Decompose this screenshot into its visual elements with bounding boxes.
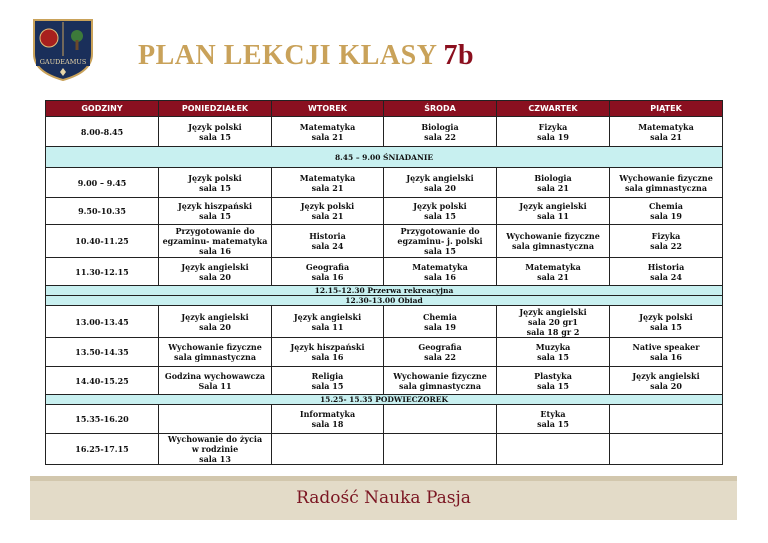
room-label: sala 22 xyxy=(650,241,682,251)
room-label: sala 18 xyxy=(311,419,344,429)
lesson-cell xyxy=(384,306,497,338)
room-label: sala 16 xyxy=(311,271,344,282)
room-label: egzaminu- matematyka xyxy=(162,236,268,246)
break-row xyxy=(46,395,723,405)
lesson-cell xyxy=(384,338,497,367)
lesson-cell xyxy=(610,338,723,367)
subject-name: Wychowanie fizyczne xyxy=(168,342,262,352)
footer-banner xyxy=(30,476,737,520)
lesson-cell xyxy=(272,367,384,395)
room-label: sala 15 xyxy=(537,352,569,362)
lesson-cell xyxy=(384,198,497,225)
room-label: sala 16 xyxy=(199,246,231,256)
time-slot: 9.00 – 9.45 xyxy=(46,168,159,198)
lesson-row xyxy=(46,338,723,367)
column-header: GODZINY xyxy=(46,101,159,117)
subject-name: Biologia xyxy=(534,172,572,183)
room-label: sala 15 xyxy=(199,211,231,221)
room-label: w rodzinie xyxy=(191,444,239,454)
lesson-cell xyxy=(384,405,497,434)
lesson-cell xyxy=(610,434,723,465)
room-label: sala 15 xyxy=(424,211,456,221)
subject-name: Język angielski xyxy=(293,311,362,322)
subject-name: Plastyka xyxy=(534,370,572,381)
lesson-cell xyxy=(384,168,497,198)
subject-name: Geografia xyxy=(305,261,350,272)
subject-name: Język polski xyxy=(188,121,242,132)
room-label: sala 13 xyxy=(199,454,231,464)
lesson-row xyxy=(46,258,723,286)
room-label: sala gimnastyczna xyxy=(173,352,257,362)
room-label: sala 19 xyxy=(424,321,456,332)
footer-motto: Radość Nauka Pasja xyxy=(296,488,471,508)
lesson-cell xyxy=(159,168,272,198)
subject-name: Matematyka xyxy=(299,121,356,132)
room-label: sala 21 xyxy=(311,131,344,142)
subject-name: Biologia xyxy=(421,121,459,132)
lesson-cell xyxy=(272,258,384,286)
lesson-cell xyxy=(384,117,497,147)
title-text: PLAN LEKCJI KLASY xyxy=(138,40,438,71)
room-label: sala 24 xyxy=(650,271,682,282)
lesson-cell xyxy=(272,168,384,198)
school-crest-logo xyxy=(30,16,96,82)
lesson-cell xyxy=(272,198,384,225)
time-slot: 13.50-14.35 xyxy=(46,338,159,367)
subject-name: Język angielski xyxy=(632,370,700,381)
room-label: Sala 11 xyxy=(198,380,232,391)
lesson-cell xyxy=(384,434,497,465)
subject-name: Wychowanie fizyczne xyxy=(506,231,600,241)
lesson-cell xyxy=(497,306,610,338)
lesson-cell xyxy=(159,405,272,434)
subject-name: Historia xyxy=(647,261,685,272)
lesson-cell xyxy=(497,367,610,395)
room-label: sala 15 xyxy=(311,380,344,391)
subject-name: Religia xyxy=(311,370,344,381)
room-label: sala 22 xyxy=(424,352,456,362)
lesson-row xyxy=(46,225,723,258)
lesson-row xyxy=(46,168,723,198)
subject-name: Wychowanie do życia xyxy=(167,434,263,444)
subject-name: Język angielski xyxy=(181,311,249,322)
subject-name: Godzina wychowawcza xyxy=(164,370,266,381)
class-name: 7b xyxy=(443,40,475,71)
room-label: sala 15 xyxy=(199,182,231,193)
break-label: 12.15-12.30 Przerwa rekreacyjna xyxy=(46,286,723,296)
room-label: sala 20 gr1 xyxy=(528,316,578,327)
logo-text: GAUDEAMUS xyxy=(39,58,87,66)
lesson-cell xyxy=(610,168,723,198)
subject-name: Matematyka xyxy=(299,172,356,183)
subject-name: Etyka xyxy=(540,409,566,419)
room-label: sala 20 xyxy=(199,321,231,332)
subject-name: Chemia xyxy=(649,201,683,211)
lesson-row xyxy=(46,405,723,434)
room-label: sala 21 xyxy=(311,182,344,193)
room-label: sala gimnastyczna xyxy=(624,182,708,193)
break-label: 8.45 – 9.00 ŚNIADANIE xyxy=(46,147,723,168)
subject-name: Przygotowanie do xyxy=(175,226,255,236)
column-header: ŚRODA xyxy=(384,101,497,117)
time-slot: 9.50-10.35 xyxy=(46,198,159,225)
time-slot: 16.25-17.15 xyxy=(46,434,159,465)
room-label: sala 15 xyxy=(537,380,569,391)
room-label: egzaminu- j. polski xyxy=(397,236,483,246)
lesson-row xyxy=(46,367,723,395)
lesson-cell xyxy=(497,258,610,286)
lesson-cell xyxy=(610,258,723,286)
lesson-cell xyxy=(497,117,610,147)
subject-name: Język angielski xyxy=(181,261,249,272)
lesson-row xyxy=(46,434,723,465)
subject-name: Język angielski xyxy=(519,306,587,317)
lesson-cell xyxy=(159,306,272,338)
lesson-cell xyxy=(497,168,610,198)
lesson-cell xyxy=(159,117,272,147)
room-label: sala gimnastyczna xyxy=(398,380,482,391)
subject-name: Język angielski xyxy=(519,201,587,211)
subject-name: Fizyka xyxy=(651,231,681,241)
lesson-cell xyxy=(272,117,384,147)
room-label: sala 21 xyxy=(537,182,569,193)
room-label: sala 15 xyxy=(424,246,456,256)
subject-name: Język polski xyxy=(300,201,355,211)
room-label: sala 20 xyxy=(650,380,682,391)
room-label: sala 22 xyxy=(424,131,456,142)
room-label: sala 11 xyxy=(537,211,569,221)
room-label: sala 16 xyxy=(424,271,456,282)
time-slot: 13.00-13.45 xyxy=(46,306,159,338)
time-slot: 11.30-12.15 xyxy=(46,258,159,286)
lesson-cell xyxy=(272,306,384,338)
lesson-cell xyxy=(497,434,610,465)
lesson-cell xyxy=(610,198,723,225)
lesson-cell xyxy=(272,434,384,465)
lesson-cell xyxy=(384,258,497,286)
lesson-cell xyxy=(272,338,384,367)
subject-name: Język hiszpański xyxy=(290,342,365,352)
room-label: sala 21 xyxy=(311,211,344,221)
break-row xyxy=(46,296,723,306)
lesson-cell xyxy=(497,225,610,258)
lesson-cell xyxy=(272,225,384,258)
lesson-row xyxy=(46,198,723,225)
room-label: sala gimnastyczna xyxy=(511,241,595,251)
break-row xyxy=(46,147,723,168)
column-header: PIĄTEK xyxy=(610,101,723,117)
break-row xyxy=(46,286,723,296)
lesson-cell xyxy=(610,225,723,258)
room-label: sala 21 xyxy=(537,271,569,282)
break-label: 15.25- 15.35 PODWIECZOREK xyxy=(46,395,723,405)
subject-name: Przygotowanie do xyxy=(400,226,480,236)
subject-name: Matematyka xyxy=(412,261,468,272)
column-header: PONIEDZIAŁEK xyxy=(159,101,272,117)
lesson-cell xyxy=(497,198,610,225)
lesson-cell xyxy=(384,225,497,258)
lesson-cell xyxy=(610,306,723,338)
room-label: sala 16 xyxy=(311,352,344,362)
subject-name: Język polski xyxy=(188,172,242,183)
lesson-cell xyxy=(159,198,272,225)
room-label: sala 15 xyxy=(199,131,231,142)
lesson-cell xyxy=(384,367,497,395)
column-header: CZWARTEK xyxy=(497,101,610,117)
room-label: sala 11 xyxy=(311,321,344,332)
room-label: sala 18 gr 2 xyxy=(526,326,580,337)
lesson-row xyxy=(46,117,723,147)
subject-name: Fizyka xyxy=(538,121,568,132)
lesson-cell xyxy=(497,405,610,434)
time-slot: 10.40-11.25 xyxy=(46,225,159,258)
lesson-cell xyxy=(159,258,272,286)
lesson-cell xyxy=(159,434,272,465)
room-label: sala 24 xyxy=(311,241,344,251)
subject-name: Muzyka xyxy=(535,342,571,352)
subject-name: Matematyka xyxy=(638,121,694,132)
break-label: 12.30-13.00 Obiad xyxy=(46,296,723,306)
subject-name: Język hiszpański xyxy=(178,201,252,211)
subject-name: Wychowanie fizyczne xyxy=(619,172,713,183)
lesson-cell xyxy=(497,338,610,367)
table-header-row xyxy=(46,101,723,117)
room-label: sala 15 xyxy=(537,419,569,429)
lesson-cell xyxy=(610,405,723,434)
footer-band xyxy=(30,476,737,481)
room-label: sala 19 xyxy=(650,211,682,221)
time-slot: 15.35-16.20 xyxy=(46,405,159,434)
lesson-cell xyxy=(159,338,272,367)
subject-name: Chemia xyxy=(423,311,457,322)
time-slot: 14.40-15.25 xyxy=(46,367,159,395)
timetable xyxy=(45,100,723,465)
room-label: sala 19 xyxy=(537,131,569,142)
subject-name: Wychowanie fizyczne xyxy=(393,370,487,381)
lesson-cell xyxy=(610,117,723,147)
room-label: sala 20 xyxy=(199,271,231,282)
column-header: WTOREK xyxy=(272,101,384,117)
room-label: sala 21 xyxy=(650,131,682,142)
time-slot: 8.00-8.45 xyxy=(46,117,159,147)
subject-name: Native speaker xyxy=(632,342,700,352)
lesson-cell xyxy=(159,367,272,395)
lesson-cell xyxy=(610,367,723,395)
subject-name: Język angielski xyxy=(406,172,474,183)
subject-name: Historia xyxy=(309,231,346,241)
subject-name: Język polski xyxy=(639,311,693,322)
subject-name: Matematyka xyxy=(525,261,581,272)
subject-name: Informatyka xyxy=(299,409,356,419)
room-label: sala 15 xyxy=(650,321,682,332)
lesson-cell xyxy=(272,405,384,434)
lesson-row xyxy=(46,306,723,338)
room-label: sala 16 xyxy=(650,352,682,362)
lesson-cell xyxy=(159,225,272,258)
page-title xyxy=(138,40,474,72)
subject-name: Język polski xyxy=(413,201,467,211)
subject-name: Geografia xyxy=(418,342,462,352)
room-label: sala 20 xyxy=(424,182,456,193)
